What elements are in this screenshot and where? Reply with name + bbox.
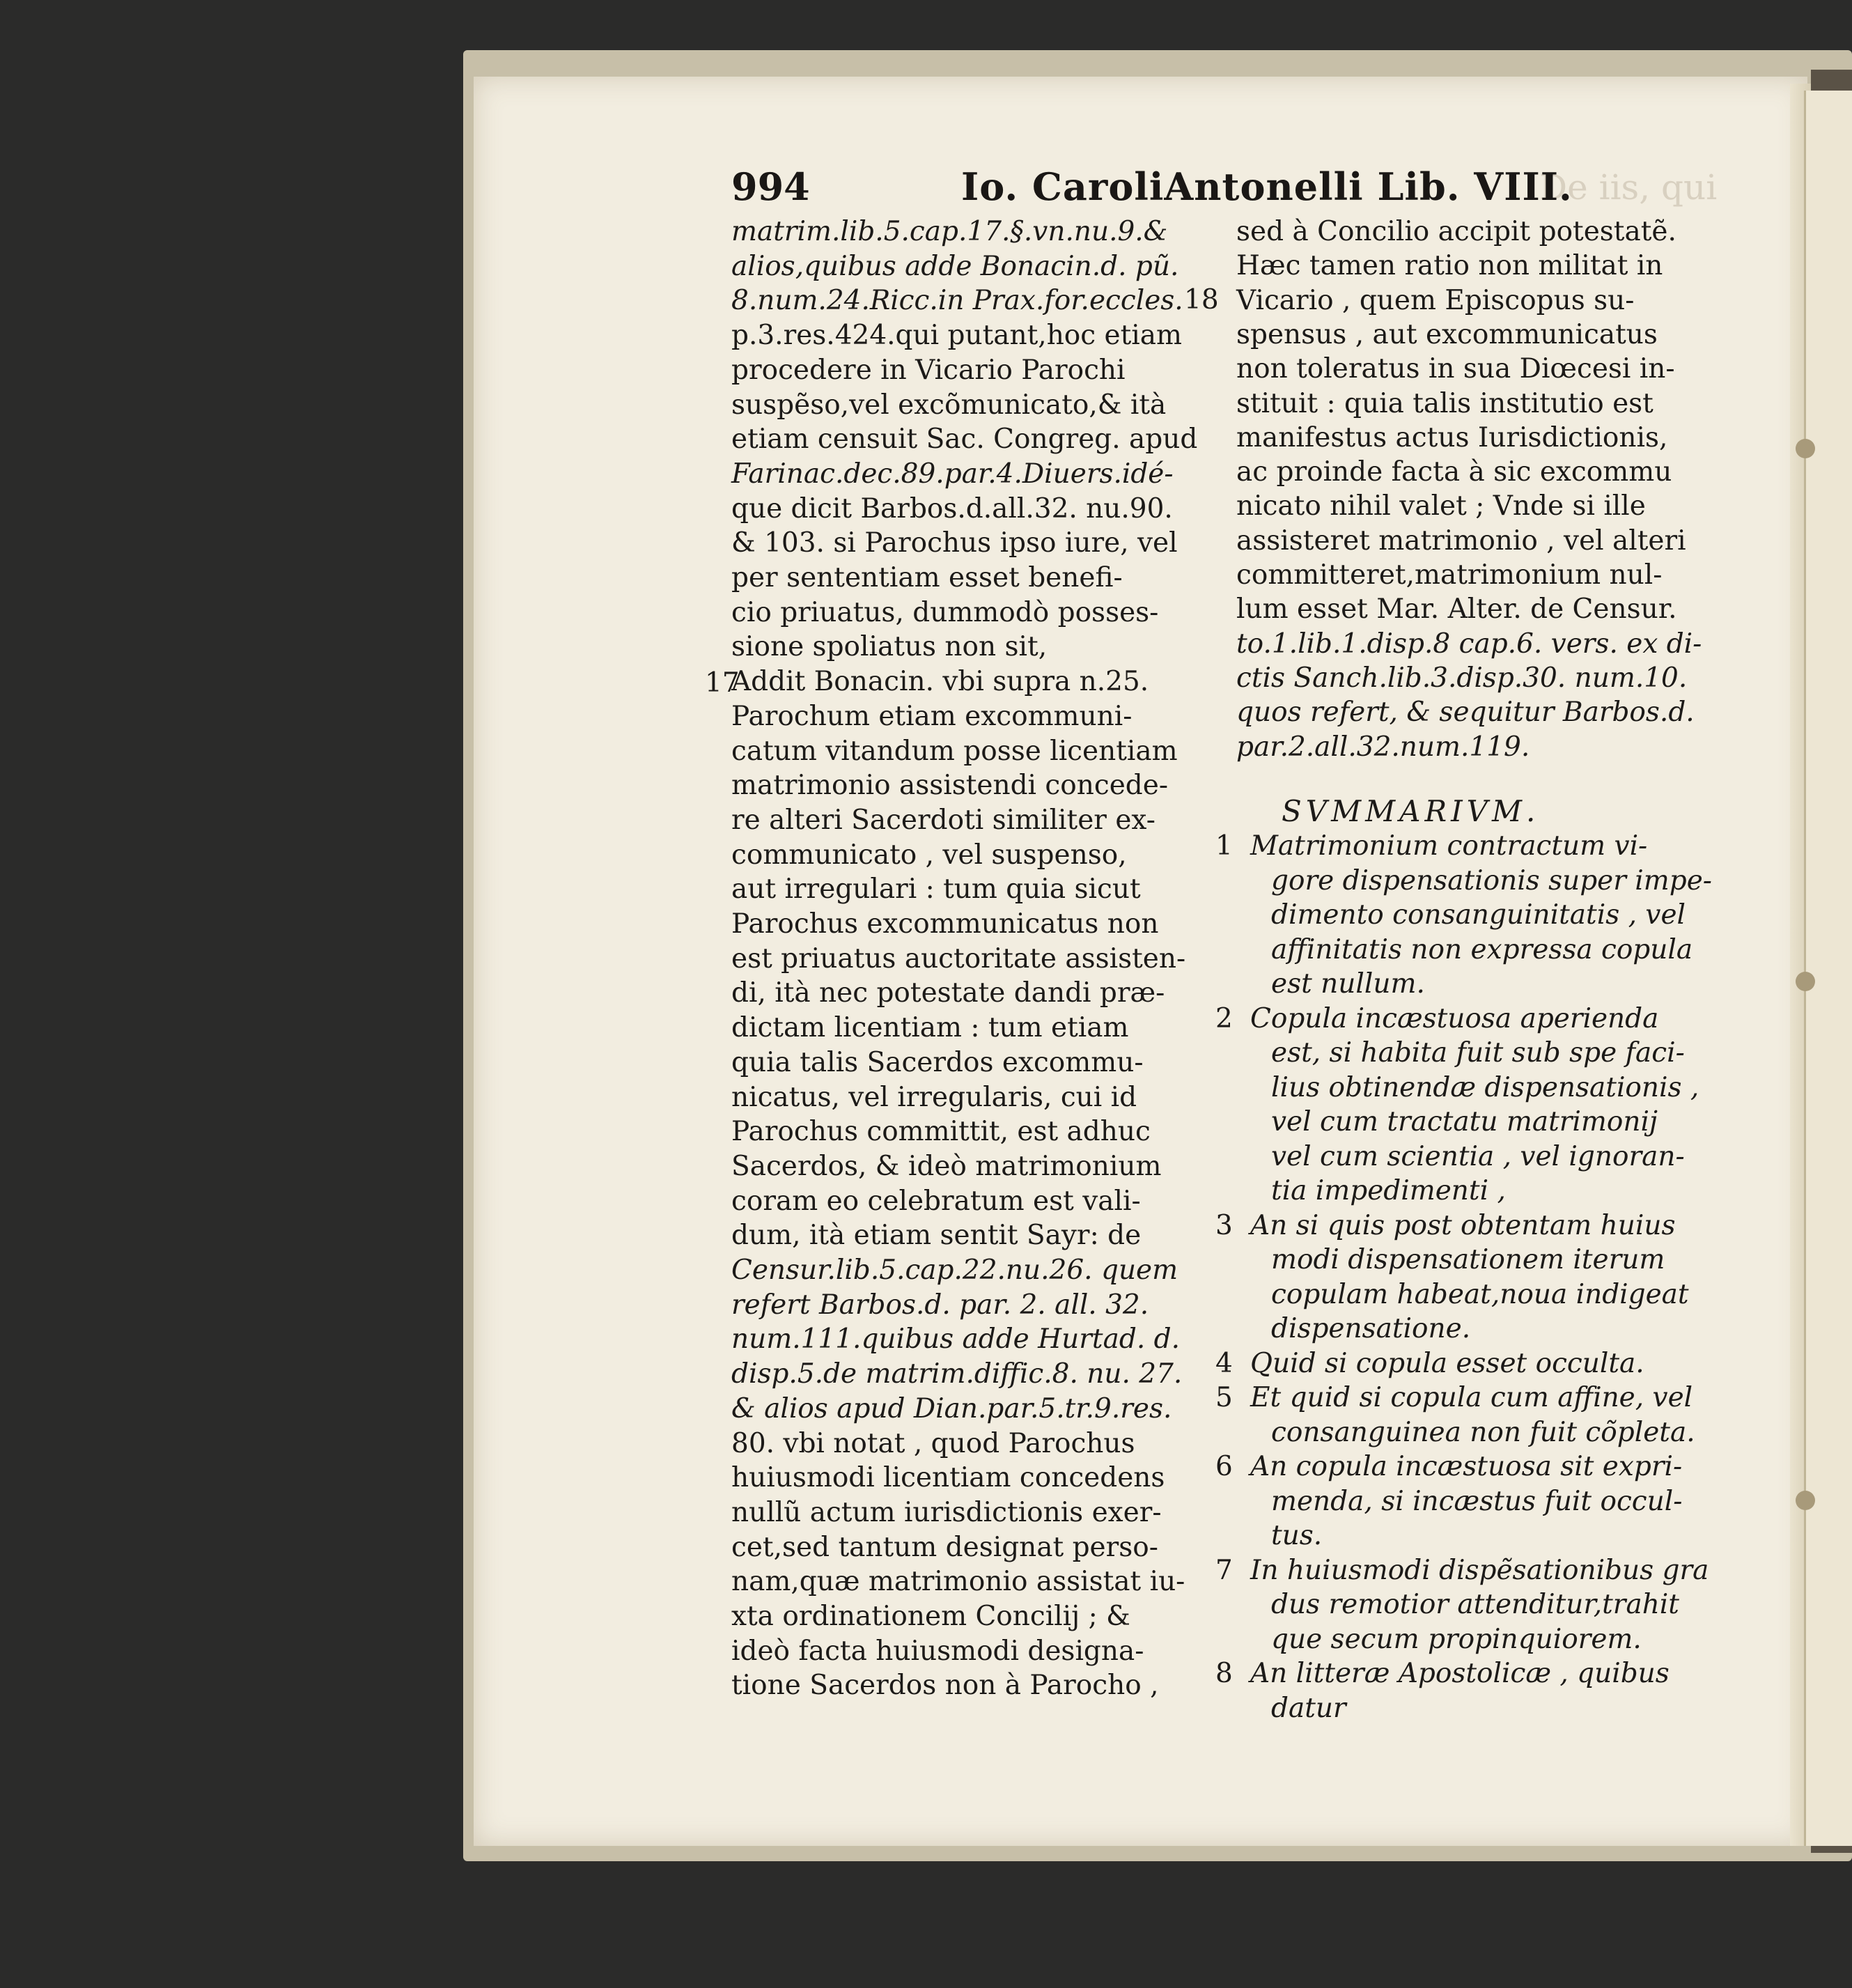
text-line: non toleratus in sua Diœcesi in- <box>1236 353 1675 385</box>
summary-item-line: tia impedimenti , <box>1271 1175 1506 1206</box>
text-line: assisteret matrimonio , vel alteri <box>1236 525 1686 557</box>
text-line: coram eo celebratum est vali- <box>731 1185 1141 1217</box>
text-line: Censur.lib.5.cap.22.nu.26. quem <box>731 1255 1178 1286</box>
summary-item-number: 1 <box>1215 830 1233 862</box>
text-line: nicato nihil valet ; Vnde si ille <box>1236 490 1646 522</box>
next-page-edge <box>1804 91 1852 1846</box>
text-line: dum, ità etiam sentit Sayr: de <box>731 1220 1142 1252</box>
text-line: ctis Sanch.lib.3.disp.30. num.10. <box>1236 662 1688 694</box>
summary-item-line: dispensatione. <box>1271 1313 1471 1344</box>
text-line: & alios apud Dian.par.5.tr.9.res. <box>731 1392 1172 1424</box>
text-line: di, ità nec potestate dandi præ- <box>731 977 1165 1009</box>
text-line: p.3.res.424.qui putant,hoc etiam <box>731 320 1182 352</box>
text-line: & 103. si Parochus ipso iure, vel <box>731 527 1178 559</box>
text-line: Addit Bonacin. vbi supra n.25. <box>731 666 1149 698</box>
text-line: spensus , aut excommunicatus <box>1236 318 1658 350</box>
text-line: num.111.quibus adde Hurtad. d. <box>731 1323 1180 1356</box>
summary-item-line: affinitatis non expressa copula <box>1271 933 1693 965</box>
summary-item-line: An copula incæstuosa sit expri- <box>1250 1451 1683 1482</box>
text-line: nicatus, vel irregularis, cui id <box>731 1081 1137 1113</box>
text-line: per sententiam esset benefi- <box>731 562 1123 593</box>
bleed-through-text: De iis, qui <box>1539 167 1718 208</box>
text-line: sione spoliatus non sit, <box>731 631 1048 663</box>
summary-item-number: 7 <box>1215 1554 1233 1586</box>
text-line: matrim.lib.5.cap.17.§.vn.nu.9.& <box>731 216 1168 247</box>
text-line: aut irregulari : tum quia sicut <box>731 873 1141 906</box>
text-line: quia talis Sacerdos excommu- <box>731 1046 1144 1078</box>
text-line: Parochum etiam excommuni- <box>731 700 1133 732</box>
margin-number-18: 18 <box>1184 284 1219 316</box>
text-line: nam,quæ matrimonio assistat iu- <box>731 1566 1185 1598</box>
text-line: communicato , vel suspenso, <box>731 839 1127 871</box>
binding-thread-mark <box>1796 972 1815 991</box>
text-line: committeret,matrimonium nul- <box>1236 559 1663 591</box>
running-title: Io. CaroliAntonelli Lib. VIII. <box>961 164 1573 209</box>
text-line: cet,sed tantum designat perso- <box>731 1531 1158 1563</box>
summary-item-line: vel cum scientia , vel ignoran- <box>1271 1140 1685 1172</box>
summary-item-line: Et quid si copula cum affine, vel <box>1250 1382 1693 1413</box>
text-line: quos refert, & sequitur Barbos.d. <box>1236 697 1695 729</box>
summary-item-line: dus remotior attenditur,trahit <box>1271 1589 1679 1620</box>
summary-item-line: menda, si incæstus fuit occul- <box>1271 1485 1683 1517</box>
binding-thread-mark <box>1796 1491 1815 1510</box>
text-line: catum vitandum posse licentiam <box>731 735 1178 767</box>
text-line: nullũ actum iurisdictionis exer- <box>731 1496 1162 1528</box>
text-line: alios,quibus adde Bonacin.d. pũ. <box>731 250 1179 282</box>
summary-item-number: 8 <box>1215 1658 1233 1689</box>
text-line: Parochus committit, est adhuc <box>731 1116 1151 1148</box>
text-line: Farinac.dec.89.par.4.Diuers.idé- <box>731 458 1174 490</box>
summary-item-line: lius obtinendæ dispensationis , <box>1271 1071 1699 1103</box>
text-line: huiusmodi licentiam concedens <box>731 1462 1165 1494</box>
summary-item-line: datur <box>1271 1692 1346 1724</box>
text-line: par.2.all.32.num.119. <box>1236 731 1530 763</box>
summary-item-line: que secum propinquiorem. <box>1271 1623 1642 1655</box>
text-line: Hæc tamen ratio non militat in <box>1236 250 1663 282</box>
summary-item-line: copulam habeat,noua indigeat <box>1271 1278 1689 1310</box>
summary-item-line: modi dispensationem iterum <box>1271 1244 1665 1275</box>
text-line: Sacerdos, & ideò matrimonium <box>731 1150 1162 1182</box>
text-line: ac proinde facta à sic excommu <box>1236 456 1672 488</box>
text-line: ideò facta huiusmodi designa- <box>731 1635 1144 1667</box>
text-line: dictam licentiam : tum etiam <box>731 1012 1129 1044</box>
summary-item-number: 3 <box>1215 1209 1233 1241</box>
text-line: Vicario , quem Episcopus su- <box>1236 284 1635 316</box>
summary-item-line: An si quis post obtentam huius <box>1250 1209 1676 1241</box>
text-line: stituit : quia talis institutio est <box>1236 387 1653 419</box>
text-line: disp.5.de matrim.diffic.8. nu. 27. <box>731 1358 1183 1390</box>
summary-item-line: vel cum tractatu matrimonij <box>1271 1106 1658 1137</box>
text-line: Parochus excommunicatus non <box>731 908 1159 940</box>
summary-item-line: est nullum. <box>1271 968 1425 1000</box>
summary-item-line: Copula incæstuosa aperienda <box>1250 1002 1659 1034</box>
summary-item-line: est, si habita fuit sub spe faci- <box>1271 1037 1685 1069</box>
margin-number-17: 17 <box>705 667 740 699</box>
text-line: etiam censuit Sac. Congreg. apud <box>731 424 1198 456</box>
text-line: que dicit Barbos.d.all.32. nu.90. <box>731 492 1173 525</box>
text-line: to.1.lib.1.disp.8 cap.6. vers. ex di- <box>1236 628 1702 660</box>
summary-item-line: In huiusmodi dispẽsationibus gra <box>1250 1554 1709 1586</box>
summary-item-number: 4 <box>1215 1347 1233 1379</box>
text-line: suspẽso,vel excõmunicato,& ità <box>731 389 1167 421</box>
summary-item-number: 2 <box>1215 1002 1233 1034</box>
text-line: 80. vbi notat , quod Parochus <box>731 1427 1135 1459</box>
summary-item-number: 6 <box>1215 1451 1233 1482</box>
text-line: manifestus actus Iurisdictionis, <box>1236 421 1668 453</box>
summary-item-line: dimento consanguinitatis , vel <box>1271 899 1686 931</box>
summary-item-line: tus. <box>1271 1520 1323 1551</box>
summary-item-line: An litteræ Apostolicæ , quibus <box>1250 1658 1670 1689</box>
text-line: refert Barbos.d. par. 2. all. 32. <box>731 1289 1149 1321</box>
summary-item-line: Quid si copula esset occulta. <box>1250 1347 1644 1379</box>
text-line: cio priuatus, dummodò posses- <box>731 596 1159 628</box>
summary-item-number: 5 <box>1215 1382 1233 1413</box>
text-line: procedere in Vicario Parochi <box>731 354 1126 386</box>
summary-item-line: Matrimonium contractum vi- <box>1250 830 1648 862</box>
text-line: matrimonio assistendi concede- <box>731 770 1169 802</box>
text-line: tione Sacerdos non à Parocho , <box>731 1670 1159 1702</box>
text-line: lum esset Mar. Alter. de Censur. <box>1236 593 1677 626</box>
summary-title: SVMMARIVM. <box>1282 794 1540 828</box>
summary-item-line: gore dispensationis super impe- <box>1271 864 1712 896</box>
text-line: re alteri Sacerdoti similiter ex- <box>731 804 1155 836</box>
text-line: xta ordinationem Concilij ; & <box>731 1601 1130 1632</box>
page-number: 994 <box>731 164 810 209</box>
text-line: 8.num.24.Ricc.in Prax.for.eccles. <box>731 285 1183 317</box>
binding-thread-mark <box>1796 439 1815 458</box>
summary-item-line: consanguinea non fuit cõpleta. <box>1271 1416 1695 1448</box>
text-line: sed à Concilio accipit potestatẽ. <box>1236 216 1676 247</box>
text-line: est priuatus auctoritate assisten- <box>731 942 1186 974</box>
